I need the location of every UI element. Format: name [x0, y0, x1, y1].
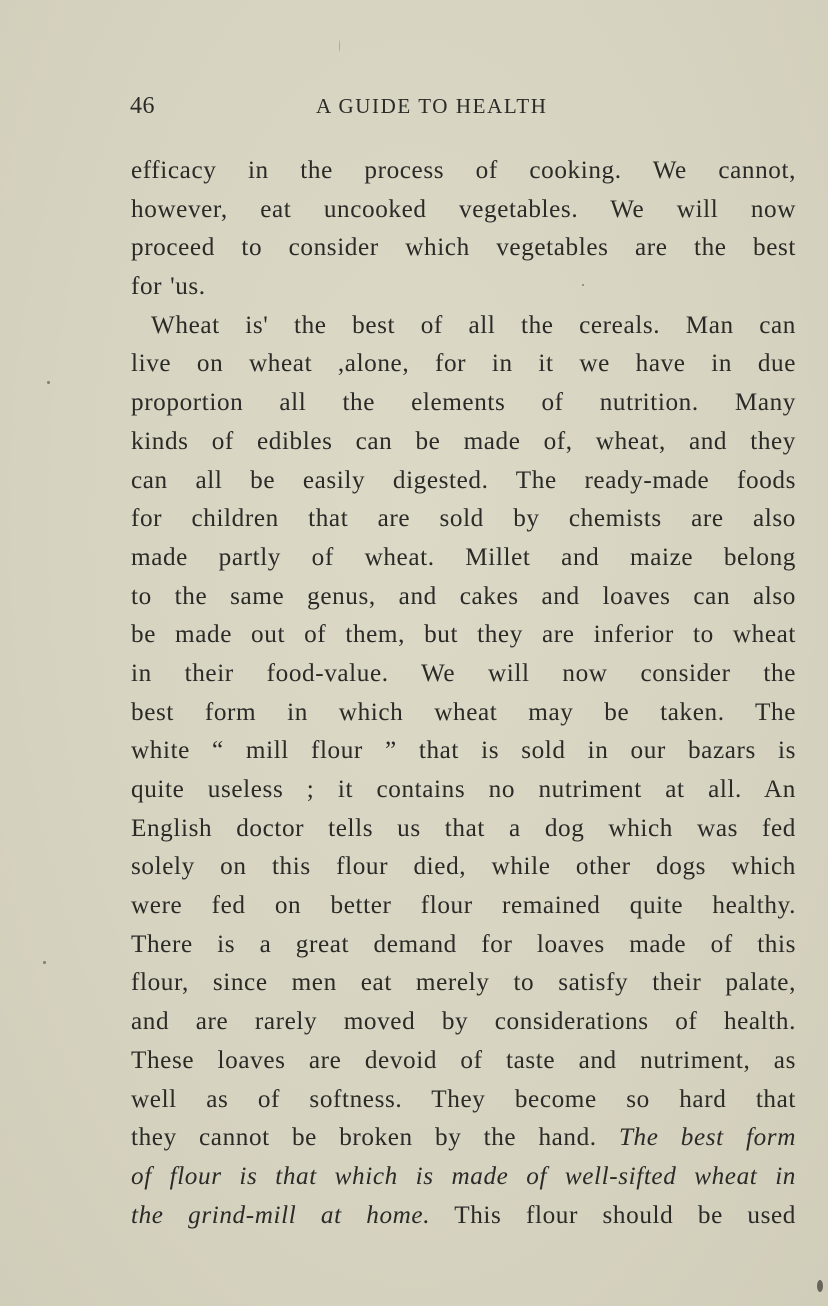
italic-line: of flour is that which is made of well-sifted wheat in	[131, 1162, 796, 1190]
body-text	[131, 152, 796, 1235]
running-head	[130, 93, 800, 127]
text-line: flour, since men eat merely to satisfy their palate,	[131, 969, 796, 997]
text-line: Wheat is' the best of all the cereals. Man can	[151, 311, 796, 339]
scan-speck	[817, 1280, 823, 1292]
text-line: for children that are sold by chemists are also	[131, 505, 796, 533]
text-line: quite useless ; it contains no nutriment at all. An	[131, 776, 796, 803]
text-line: however, eat uncooked vegetables. We will now	[131, 195, 796, 223]
text-line: kinds of edibles can be made of, wheat, and they	[131, 427, 796, 455]
text-line: can all be easily digested. The ready-made foods	[131, 466, 796, 494]
text-line: English doctor tells us that a dog which was fed	[131, 814, 796, 842]
plain-text: This flour should be used	[454, 1201, 796, 1229]
page-number: 46	[130, 93, 155, 119]
text-line-mixed	[131, 1119, 796, 1158]
text-line: white “ mill flour ” that is sold in our bazars is	[131, 737, 796, 765]
text-line: in their food-value. We will now consider the	[131, 659, 796, 687]
text-line: made partly of wheat. Millet and maize belong	[131, 543, 796, 571]
text-line: efficacy in the process of cooking. We cannot,	[131, 157, 796, 184]
text-line: well as of softness. They become so hard that	[131, 1085, 796, 1113]
text-line: These loaves are devoid of taste and nutriment, as	[131, 1046, 796, 1074]
italic-text: the grind-mill at home.	[131, 1201, 431, 1229]
text-line: for 'us.	[131, 273, 206, 301]
scan-speck	[47, 381, 50, 384]
text-line: be made out of them, but they are inferior to wheat	[131, 621, 796, 649]
text-line: and are rarely moved by considerations of health.	[131, 1008, 796, 1036]
running-title: A GUIDE TO HEALTH	[316, 94, 548, 118]
text-line: to the same genus, and cakes and loaves can also	[131, 582, 796, 610]
text-line: were fed on better flour remained quite healthy.	[131, 892, 796, 920]
text-line: proceed to consider which vegetables are the best	[131, 234, 796, 262]
text-line-mixed	[131, 1197, 796, 1236]
plain-text: they cannot be broken by the hand.	[131, 1124, 597, 1152]
text-line: live on wheat ,alone, for in it we have in due	[131, 350, 796, 378]
scan-speck	[339, 40, 340, 52]
text-line: best form in which wheat may be taken. The	[131, 698, 796, 726]
text-line: There is a great demand for loaves made of this	[131, 930, 796, 958]
text-line: solely on this flour died, while other dogs which	[131, 853, 796, 881]
scan-speck	[43, 961, 46, 964]
scan-speck	[582, 284, 584, 286]
italic-text: The best form	[618, 1124, 796, 1152]
text-line: proportion all the elements of nutrition. Many	[131, 389, 796, 417]
